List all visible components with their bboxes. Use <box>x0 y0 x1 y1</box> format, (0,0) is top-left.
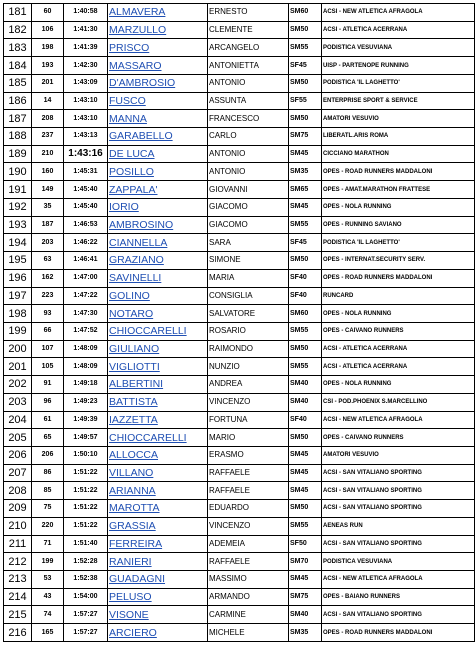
table-row <box>4 57 475 75</box>
category-cell: SF45 <box>289 234 322 252</box>
category-cell: SM55 <box>289 517 322 535</box>
club-cell: OPES - ROAD RUNNERS MADDALONI <box>322 163 475 181</box>
table-row <box>4 553 475 571</box>
category-cell: SM50 <box>289 21 322 39</box>
table-row <box>4 482 475 500</box>
category-cell: SM45 <box>289 145 322 163</box>
first-name-cell: GIACOMO <box>208 216 289 234</box>
surname-link[interactable]: VIGLIOTTI <box>108 358 208 376</box>
table-row <box>4 252 475 270</box>
table-row <box>4 305 475 323</box>
club-cell: OPES - ROAD RUNNERS MADDALONI <box>322 269 475 287</box>
position-cell: 209 <box>4 500 32 518</box>
bib-cell: 106 <box>32 21 64 39</box>
table-row <box>4 181 475 199</box>
time-cell: 1:49:18 <box>64 376 108 394</box>
bib-cell: 96 <box>32 393 64 411</box>
position-cell: 197 <box>4 287 32 305</box>
time-cell: 1:43:13 <box>64 128 108 146</box>
club-cell: ACSI - NEW ATLETICA AFRAGOLA <box>322 4 475 22</box>
bib-cell: 91 <box>32 376 64 394</box>
club-cell: ACSI - SAN VITALIANO SPORTING <box>322 464 475 482</box>
table-row <box>4 588 475 606</box>
bib-cell: 14 <box>32 92 64 110</box>
surname-link[interactable]: CHIOCCARELLI <box>108 322 208 340</box>
bib-cell: 187 <box>32 216 64 234</box>
club-cell: ACSI - ATLETICA ACERRANA <box>322 21 475 39</box>
surname-link[interactable]: GARABELLO <box>108 128 208 146</box>
table-row <box>4 411 475 429</box>
table-row <box>4 269 475 287</box>
club-cell: OPES - CAIVANO RUNNERS <box>322 429 475 447</box>
time-cell: 1:45:31 <box>64 163 108 181</box>
bib-cell: 43 <box>32 588 64 606</box>
table-row <box>4 358 475 376</box>
first-name-cell: GIOVANNI <box>208 181 289 199</box>
category-cell: SM45 <box>289 198 322 216</box>
table-row <box>4 535 475 553</box>
table-row <box>4 21 475 39</box>
club-cell: ACSI - ATLETICA ACERRANA <box>322 340 475 358</box>
surname-link[interactable]: AMBROSINO <box>108 216 208 234</box>
first-name-cell: RAIMONDO <box>208 340 289 358</box>
time-cell: 1:47:00 <box>64 269 108 287</box>
club-cell: ACSI - NEW ATLETICA AFRAGOLA <box>322 411 475 429</box>
bib-cell: 210 <box>32 145 64 163</box>
bib-cell: 60 <box>32 4 64 22</box>
bib-cell: 75 <box>32 500 64 518</box>
time-cell: 1:57:27 <box>64 606 108 624</box>
time-cell: 1:47:30 <box>64 305 108 323</box>
position-cell: 196 <box>4 269 32 287</box>
table-row <box>4 198 475 216</box>
table-row <box>4 216 475 234</box>
position-cell: 213 <box>4 571 32 589</box>
club-cell: OPES - INTERNAT.SECURITY SERV. <box>322 252 475 270</box>
first-name-cell: GIACOMO <box>208 198 289 216</box>
club-cell: OPES - ROAD RUNNERS MADDALONI <box>322 624 475 642</box>
category-cell: SM60 <box>289 305 322 323</box>
bib-cell: 93 <box>32 305 64 323</box>
club-cell: PODISTICA 'IL LAGHETTO' <box>322 74 475 92</box>
first-name-cell: RAFFAELE <box>208 553 289 571</box>
surname-link[interactable]: POSILLO <box>108 163 208 181</box>
table-row <box>4 234 475 252</box>
position-cell: 185 <box>4 74 32 92</box>
bib-cell: 199 <box>32 553 64 571</box>
category-cell: SM45 <box>289 464 322 482</box>
time-cell: 1:47:52 <box>64 322 108 340</box>
position-cell: 202 <box>4 376 32 394</box>
first-name-cell: ANTONIO <box>208 145 289 163</box>
time-cell: 1:51:22 <box>64 482 108 500</box>
time-cell: 1:43:16 <box>64 145 108 163</box>
position-cell: 204 <box>4 411 32 429</box>
surname-link[interactable]: GIULIANO <box>108 340 208 358</box>
category-cell: SM65 <box>289 181 322 199</box>
surname-link[interactable]: VISONE <box>108 606 208 624</box>
category-cell: SM40 <box>289 606 322 624</box>
surname-link[interactable]: BATTISTA <box>108 393 208 411</box>
first-name-cell: CARLO <box>208 128 289 146</box>
time-cell: 1:45:40 <box>64 198 108 216</box>
surname-link[interactable]: GRASSIA <box>108 517 208 535</box>
time-cell: 1:45:40 <box>64 181 108 199</box>
bib-cell: 74 <box>32 606 64 624</box>
club-cell: AMATORI VESUVIO <box>322 110 475 128</box>
first-name-cell: MASSIMO <box>208 571 289 589</box>
surname-link[interactable]: PRISCO <box>108 39 208 57</box>
category-cell: SM40 <box>289 393 322 411</box>
position-cell: 189 <box>4 145 32 163</box>
surname-link[interactable]: GRAZIANO <box>108 252 208 270</box>
table-row <box>4 163 475 181</box>
club-cell: OPES - AMAT.MARATHON FRATTESE <box>322 181 475 199</box>
first-name-cell: MARIA <box>208 269 289 287</box>
time-cell: 1:51:22 <box>64 464 108 482</box>
table-row <box>4 464 475 482</box>
bib-cell: 107 <box>32 340 64 358</box>
position-cell: 190 <box>4 163 32 181</box>
surname-link[interactable]: GUADAGNI <box>108 571 208 589</box>
table-row <box>4 429 475 447</box>
bib-cell: 237 <box>32 128 64 146</box>
position-cell: 203 <box>4 393 32 411</box>
category-cell: SM75 <box>289 128 322 146</box>
results-body <box>4 4 475 642</box>
category-cell: SM70 <box>289 553 322 571</box>
first-name-cell: EDUARDO <box>208 500 289 518</box>
table-row <box>4 287 475 305</box>
table-row <box>4 393 475 411</box>
position-cell: 184 <box>4 57 32 75</box>
table-row <box>4 376 475 394</box>
bib-cell: 149 <box>32 181 64 199</box>
time-cell: 1:51:22 <box>64 500 108 518</box>
time-cell: 1:41:39 <box>64 39 108 57</box>
surname-link[interactable]: MANNA <box>108 110 208 128</box>
club-cell: ACSI - NEW ATLETICA AFRAGOLA <box>322 571 475 589</box>
position-cell: 212 <box>4 553 32 571</box>
bib-cell: 61 <box>32 411 64 429</box>
position-cell: 191 <box>4 181 32 199</box>
time-cell: 1:52:38 <box>64 571 108 589</box>
table-row <box>4 128 475 146</box>
bib-cell: 85 <box>32 482 64 500</box>
position-cell: 200 <box>4 340 32 358</box>
bib-cell: 162 <box>32 269 64 287</box>
category-cell: SM50 <box>289 252 322 270</box>
first-name-cell: CARMINE <box>208 606 289 624</box>
surname-link[interactable]: NOTARO <box>108 305 208 323</box>
category-cell: SM50 <box>289 340 322 358</box>
club-cell: AENEAS RUN <box>322 517 475 535</box>
first-name-cell: ROSARIO <box>208 322 289 340</box>
first-name-cell: FRANCESCO <box>208 110 289 128</box>
bib-cell: 201 <box>32 74 64 92</box>
time-cell: 1:46:22 <box>64 234 108 252</box>
club-cell: PODISTICA VESUVIANA <box>322 39 475 57</box>
table-row <box>4 74 475 92</box>
bib-cell: 65 <box>32 429 64 447</box>
club-cell: RUNCARD <box>322 287 475 305</box>
first-name-cell: SALVATORE <box>208 305 289 323</box>
first-name-cell: ANTONIETTA <box>208 57 289 75</box>
category-cell: SF45 <box>289 57 322 75</box>
club-cell: AMATORI VESUVIO <box>322 446 475 464</box>
time-cell: 1:49:39 <box>64 411 108 429</box>
club-cell: OPES - RUNNING SAVIANO <box>322 216 475 234</box>
bib-cell: 35 <box>32 198 64 216</box>
club-cell: OPES - NOLA RUNNING <box>322 376 475 394</box>
surname-link[interactable]: SAVINELLI <box>108 269 208 287</box>
position-cell: 201 <box>4 358 32 376</box>
time-cell: 1:43:10 <box>64 92 108 110</box>
bib-cell: 71 <box>32 535 64 553</box>
table-row <box>4 606 475 624</box>
position-cell: 187 <box>4 110 32 128</box>
surname-link[interactable]: ARCIERO <box>108 624 208 642</box>
club-cell: ACSI - SAN VITALIANO SPORTING <box>322 606 475 624</box>
table-row <box>4 110 475 128</box>
position-cell: 207 <box>4 464 32 482</box>
position-cell: 183 <box>4 39 32 57</box>
position-cell: 216 <box>4 624 32 642</box>
first-name-cell: ARMANDO <box>208 588 289 606</box>
first-name-cell: CONSIGLIA <box>208 287 289 305</box>
category-cell: SF40 <box>289 411 322 429</box>
club-cell: OPES - CAIVANO RUNNERS <box>322 322 475 340</box>
club-cell: OPES - NOLA RUNNING <box>322 198 475 216</box>
first-name-cell: ASSUNTA <box>208 92 289 110</box>
table-row <box>4 39 475 57</box>
position-cell: 205 <box>4 429 32 447</box>
position-cell: 214 <box>4 588 32 606</box>
time-cell: 1:54:00 <box>64 588 108 606</box>
first-name-cell: CLEMENTE <box>208 21 289 39</box>
surname-link[interactable]: FUSCO <box>108 92 208 110</box>
time-cell: 1:52:28 <box>64 553 108 571</box>
bib-cell: 203 <box>32 234 64 252</box>
bib-cell: 165 <box>32 624 64 642</box>
category-cell: SF40 <box>289 287 322 305</box>
time-cell: 1:40:58 <box>64 4 108 22</box>
table-row <box>4 322 475 340</box>
position-cell: 211 <box>4 535 32 553</box>
position-cell: 181 <box>4 4 32 22</box>
surname-link[interactable]: MARZULLO <box>108 21 208 39</box>
table-row <box>4 571 475 589</box>
first-name-cell: SARA <box>208 234 289 252</box>
position-cell: 194 <box>4 234 32 252</box>
first-name-cell: RAFFAELE <box>208 464 289 482</box>
first-name-cell: VINCENZO <box>208 517 289 535</box>
table-row <box>4 92 475 110</box>
position-cell: 195 <box>4 252 32 270</box>
surname-link[interactable]: ALLOCCA <box>108 446 208 464</box>
bib-cell: 206 <box>32 446 64 464</box>
position-cell: 188 <box>4 128 32 146</box>
category-cell: SF55 <box>289 92 322 110</box>
surname-link[interactable]: VILLANO <box>108 464 208 482</box>
surname-link[interactable]: ZAPPALA' <box>108 181 208 199</box>
surname-link[interactable]: RANIERI <box>108 553 208 571</box>
first-name-cell: ERNESTO <box>208 4 289 22</box>
category-cell: SM35 <box>289 624 322 642</box>
bib-cell: 66 <box>32 322 64 340</box>
category-cell: SM45 <box>289 482 322 500</box>
first-name-cell: ANDREA <box>208 376 289 394</box>
surname-link[interactable]: IORIO <box>108 198 208 216</box>
club-cell: PODISTICA VESUVIANA <box>322 553 475 571</box>
surname-link[interactable]: ALMAVERA <box>108 4 208 22</box>
category-cell: SF40 <box>289 269 322 287</box>
results-table <box>3 3 475 642</box>
position-cell: 206 <box>4 446 32 464</box>
surname-link[interactable]: CIANNELLA <box>108 234 208 252</box>
bib-cell: 193 <box>32 57 64 75</box>
first-name-cell: ANTONIO <box>208 163 289 181</box>
category-cell: SM75 <box>289 588 322 606</box>
category-cell: SM55 <box>289 358 322 376</box>
first-name-cell: ARCANGELO <box>208 39 289 57</box>
table-row <box>4 624 475 642</box>
surname-link[interactable]: DE LUCA <box>108 145 208 163</box>
table-row <box>4 500 475 518</box>
club-cell: UISP - PARTENOPE RUNNING <box>322 57 475 75</box>
surname-link[interactable]: CHIOCCARELLI <box>108 429 208 447</box>
bib-cell: 223 <box>32 287 64 305</box>
first-name-cell: NUNZIO <box>208 358 289 376</box>
first-name-cell: FORTUNA <box>208 411 289 429</box>
club-cell: ACSI - SAN VITALIANO SPORTING <box>322 535 475 553</box>
time-cell: 1:42:30 <box>64 57 108 75</box>
category-cell: SM50 <box>289 429 322 447</box>
position-cell: 193 <box>4 216 32 234</box>
time-cell: 1:49:57 <box>64 429 108 447</box>
surname-link[interactable]: ALBERTINI <box>108 376 208 394</box>
bib-cell: 105 <box>32 358 64 376</box>
time-cell: 1:47:22 <box>64 287 108 305</box>
bib-cell: 53 <box>32 571 64 589</box>
first-name-cell: RAFFAELE <box>208 482 289 500</box>
category-cell: SM50 <box>289 500 322 518</box>
category-cell: SF50 <box>289 535 322 553</box>
time-cell: 1:43:09 <box>64 74 108 92</box>
position-cell: 192 <box>4 198 32 216</box>
category-cell: SM55 <box>289 322 322 340</box>
table-row <box>4 517 475 535</box>
position-cell: 182 <box>4 21 32 39</box>
first-name-cell: ANTONIO <box>208 74 289 92</box>
first-name-cell: MARIO <box>208 429 289 447</box>
first-name-cell: ADEMEIA <box>208 535 289 553</box>
surname-link[interactable]: MAROTTA <box>108 500 208 518</box>
first-name-cell: VINCENZO <box>208 393 289 411</box>
surname-link[interactable]: PELUSO <box>108 588 208 606</box>
table-row <box>4 4 475 22</box>
time-cell: 1:57:27 <box>64 624 108 642</box>
time-cell: 1:48:09 <box>64 340 108 358</box>
table-row <box>4 446 475 464</box>
club-cell: PODISTICA 'IL LAGHETTO' <box>322 234 475 252</box>
time-cell: 1:41:30 <box>64 21 108 39</box>
surname-link[interactable]: ARIANNA <box>108 482 208 500</box>
surname-link[interactable]: FERREIRA <box>108 535 208 553</box>
time-cell: 1:50:10 <box>64 446 108 464</box>
surname-link[interactable]: D'AMBROSIO <box>108 74 208 92</box>
surname-link[interactable]: MASSARO <box>108 57 208 75</box>
bib-cell: 86 <box>32 464 64 482</box>
category-cell: SM50 <box>289 110 322 128</box>
club-cell: CICCIANO MARATHON <box>322 145 475 163</box>
first-name-cell: SIMONE <box>208 252 289 270</box>
category-cell: SM35 <box>289 163 322 181</box>
club-cell: ACSI - ATLETICA ACERRANA <box>322 358 475 376</box>
time-cell: 1:49:23 <box>64 393 108 411</box>
table-row <box>4 340 475 358</box>
time-cell: 1:43:10 <box>64 110 108 128</box>
bib-cell: 160 <box>32 163 64 181</box>
position-cell: 215 <box>4 606 32 624</box>
position-cell: 210 <box>4 517 32 535</box>
table-row <box>4 145 475 163</box>
club-cell: ACSI - SAN VITALIANO SPORTING <box>322 500 475 518</box>
category-cell: SM55 <box>289 39 322 57</box>
category-cell: SM45 <box>289 446 322 464</box>
club-cell: LIBERATL.ARIS ROMA <box>322 128 475 146</box>
position-cell: 199 <box>4 322 32 340</box>
club-cell: OPES - NOLA RUNNING <box>322 305 475 323</box>
club-cell: OPES - BAIANO RUNNERS <box>322 588 475 606</box>
time-cell: 1:51:40 <box>64 535 108 553</box>
club-cell: ACSI - SAN VITALIANO SPORTING <box>322 482 475 500</box>
category-cell: SM45 <box>289 571 322 589</box>
bib-cell: 63 <box>32 252 64 270</box>
bib-cell: 198 <box>32 39 64 57</box>
category-cell: SM40 <box>289 376 322 394</box>
time-cell: 1:46:53 <box>64 216 108 234</box>
category-cell: SM60 <box>289 4 322 22</box>
club-cell: CSI - POD.PHOENIX S.MARCELLINO <box>322 393 475 411</box>
category-cell: SM55 <box>289 216 322 234</box>
surname-link[interactable]: GOLINO <box>108 287 208 305</box>
first-name-cell: ERASMO <box>208 446 289 464</box>
position-cell: 186 <box>4 92 32 110</box>
club-cell: ENTERPRISE SPORT & SERVICE <box>322 92 475 110</box>
position-cell: 198 <box>4 305 32 323</box>
bib-cell: 220 <box>32 517 64 535</box>
time-cell: 1:51:22 <box>64 517 108 535</box>
position-cell: 208 <box>4 482 32 500</box>
surname-link[interactable]: IAZZETTA <box>108 411 208 429</box>
time-cell: 1:46:41 <box>64 252 108 270</box>
time-cell: 1:48:09 <box>64 358 108 376</box>
bib-cell: 208 <box>32 110 64 128</box>
first-name-cell: MICHELE <box>208 624 289 642</box>
category-cell: SM50 <box>289 74 322 92</box>
